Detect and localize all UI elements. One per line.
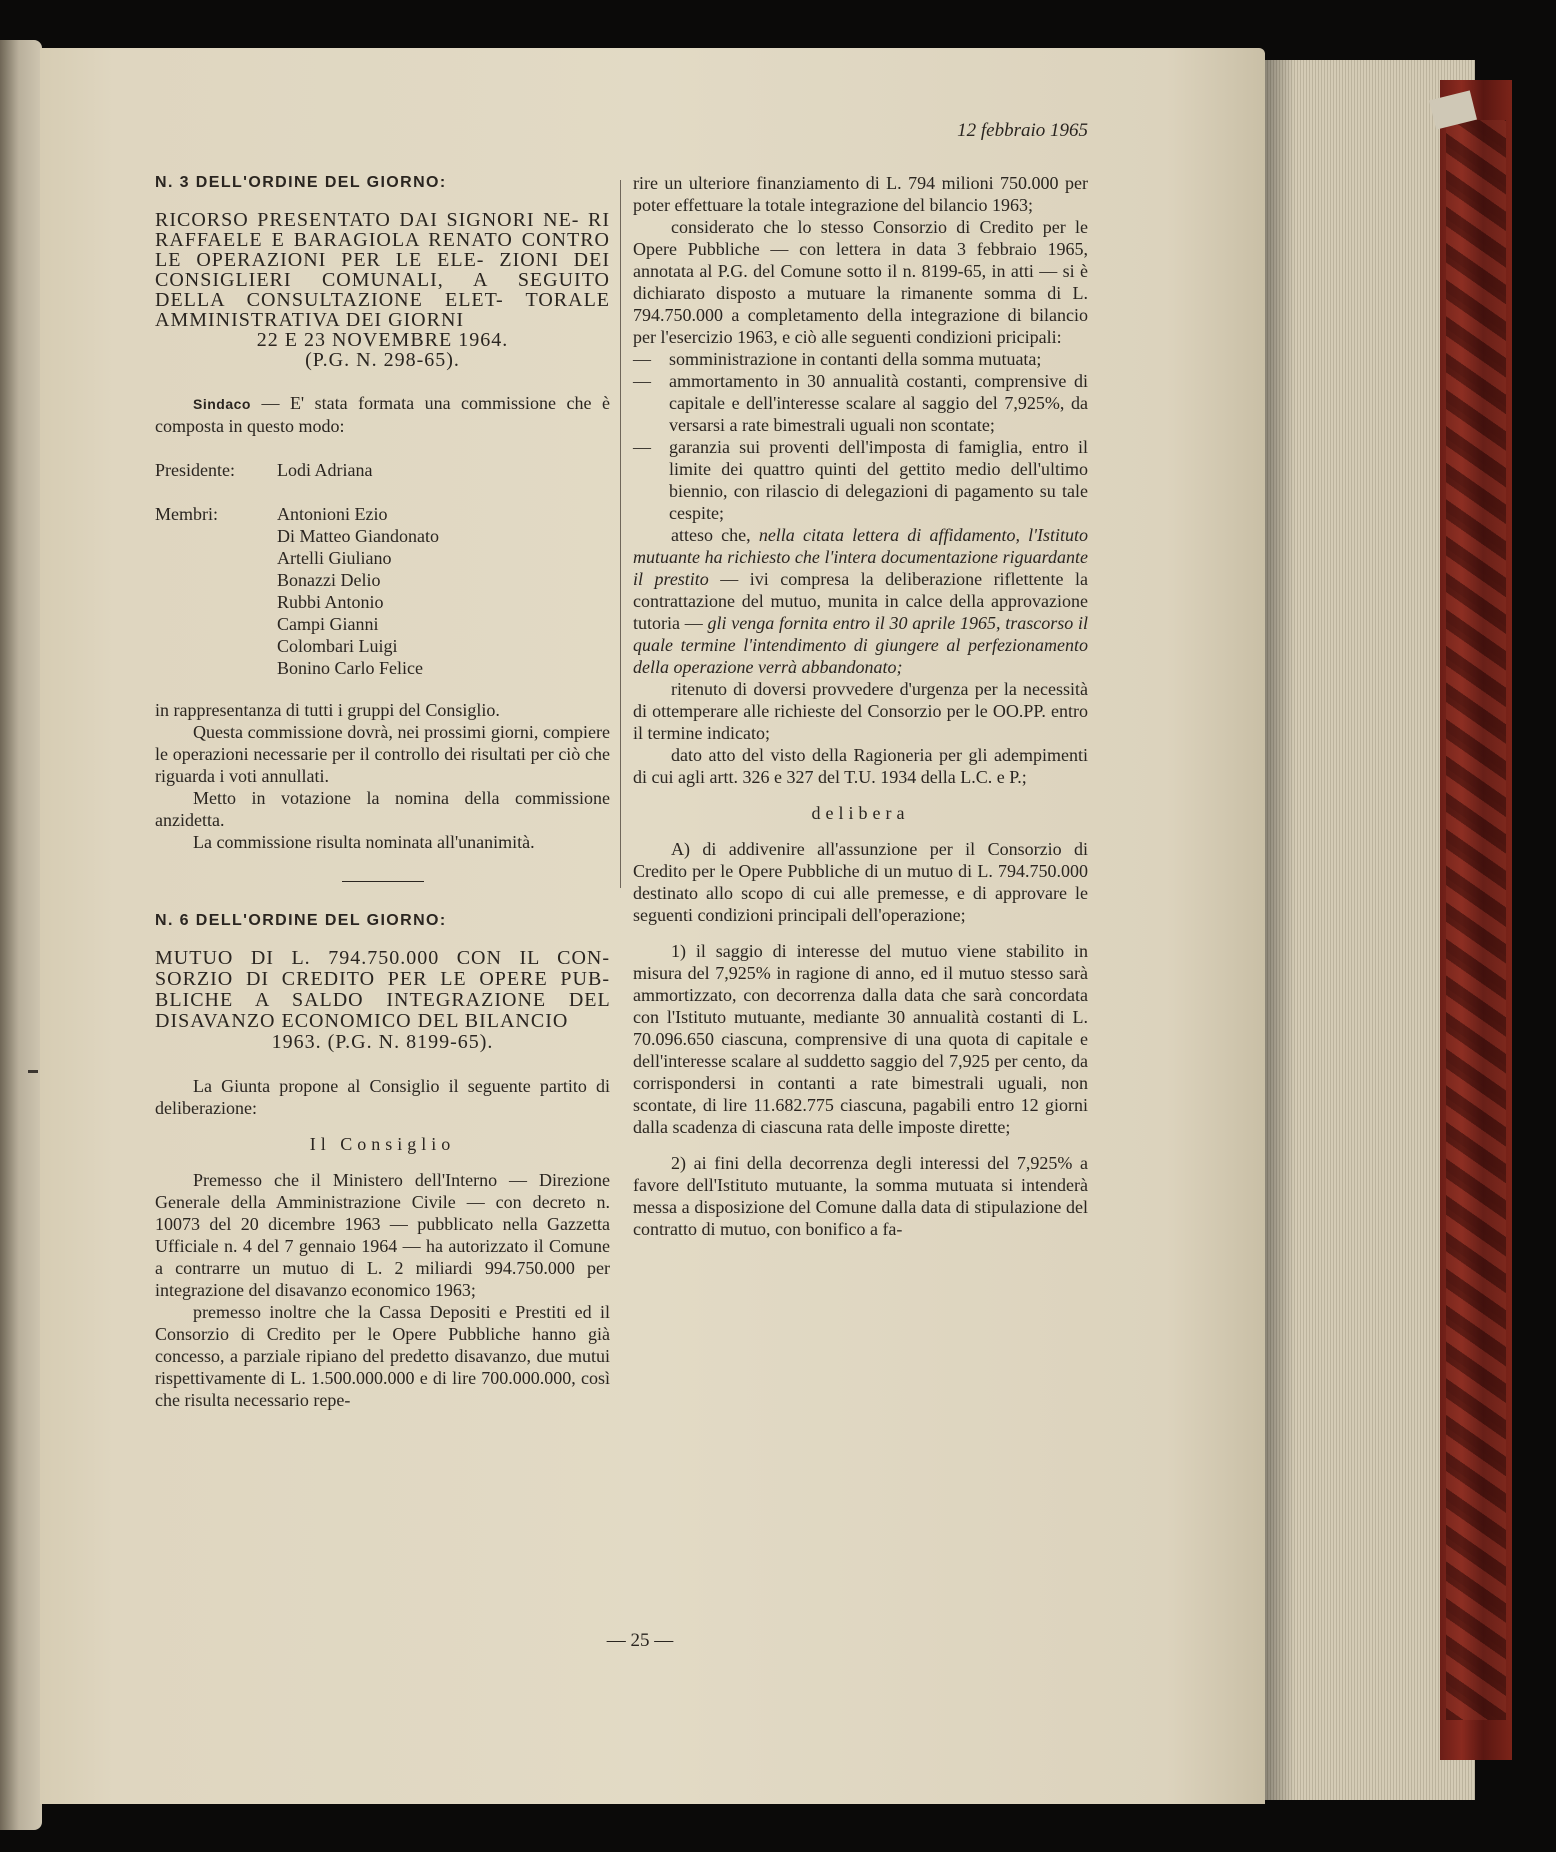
membri-row <box>155 503 610 679</box>
paragraph-rappresentanza: in rappresentanza di tutti i gruppi del Consiglio. <box>155 700 500 720</box>
member-name: Colombari Luigi <box>277 636 398 656</box>
title-line: TORALE AMMINISTRATIVA DEI GIORNI <box>155 289 610 331</box>
title-line: MUTUO DI L. 794.750.000 CON IL CON- <box>155 947 610 969</box>
condition-dash: — <box>633 349 651 369</box>
gutter-shadow <box>1265 60 1295 1800</box>
left-page-edge <box>0 40 42 1830</box>
member-name: Di Matteo Giandonato <box>277 526 439 546</box>
paragraph-premesso: Premesso che il Ministero dell'Interno — Direzione Generale della Amministrazione Civile — con decreto n. 10073 del 20 dicembre 1963 — pubblicato nella Gazzetta Ufficiale n. 4 del 7 gennaio 1964 — ha autorizzato il Comune a contrarre un mutuo di L. 2 miliardi 994.750.000 per integrazione del disavanzo economico 1963; <box>155 1170 610 1300</box>
speaker-text: — E' stata formata una commissione che è composta in questo modo: <box>155 393 610 436</box>
condition-item <box>633 370 1088 436</box>
condition-text: garanzia sui proventi dell'imposta di famiglia, entro il limite dei quattro quinti del gettito medio dell'ultimo biennio, con rilascio di delegazioni di pagamento su tale cespite; <box>669 437 1088 523</box>
margin-mark <box>28 1070 38 1073</box>
title-line: SEGUITO DELLA CONSULTAZIONE ELET- <box>155 269 610 311</box>
speaker-name: Sindaco <box>193 396 251 412</box>
condition-text: ammortamento in 30 annualità costanti, comprensive di capitale e dell'interesse scalare al saggio del 7,925%, da versarsi a rate bimestrali uguali non scontate; <box>669 371 1088 435</box>
membri-label: Membri: <box>155 504 218 524</box>
paragraph-votazione: Metto in votazione la nomina della commissione anzidetta. <box>155 788 610 830</box>
page-number: — 25 — <box>606 1630 674 1651</box>
right-column <box>633 172 1088 1240</box>
paragraph-1: 1) il saggio di interesse del mutuo viene stabilito in misura del 7,925% in ragione di anno, ed il mutuo stesso sarà ammortizzato, con decorrenza dalla data che sarà concordata con l'Istituto mutuante, mediante 30 annualità costanti di L. 70.096.650 ciascuna, comprensive di una quota di capitale e dell'interesse scalare al suddetto saggio del 7,925 per cento, da corrispondersi in contanti a rate bimestrali uguali, non scontate, di lire 11.682.775 ciascuna, pagabili entro 12 giorni dalla scadenza di ciascuna rata delle imposte dirette; <box>633 941 1088 1137</box>
condition-dash: — <box>633 371 651 391</box>
atteso-italic-2: gli venga fornita entro il 30 aprile 1965, trascorso il quale termine l'intendimento di giungere al perfezionamento della operazione verrà abbandonato; <box>633 613 1088 677</box>
member-name: Antonioni Ezio <box>277 504 388 524</box>
paragraph-commissione: Questa commissione dovrà, nei prossimi giorni, compiere le operazioni necessarie per il controllo dei risultati per ciò che riguarda i voti annullati. <box>155 722 610 786</box>
section-separator <box>342 881 424 882</box>
paragraph-considerato: considerato che lo stesso Consorzio di Credito per le Opere Pubbliche — con lettera in data 3 febbraio 1965, annotata al P.G. del Comune sotto il n. 8199-65, in atti — si è dichiarato disposto a mutuare la rimanente somma di L. 794.750.000 a completamento della integrazione di bilancio per l'esercizio 1963, e ciò alle seguenti condizioni pricipali: <box>633 217 1088 347</box>
paragraph-nominata: La commissione risulta nominata all'unanimità. <box>193 832 535 852</box>
title-line: (P.G. N. 298-65). <box>305 349 460 371</box>
paragraph-continuation: rire un ulteriore finanziamento di L. 794 milioni 750.000 per poter effettuare la totale integrazione del bilancio 1963; <box>633 173 1088 215</box>
paragraph-atteso <box>633 524 1088 678</box>
title-line: DISAVANZO ECONOMICO DEL BILANCIO <box>155 1010 569 1032</box>
title-line: 1963. (P.G. N. 8199-65). <box>271 1031 494 1053</box>
member-name: Campi Gianni <box>277 614 379 634</box>
il-consiglio-heading: Il Consiglio <box>309 1134 456 1154</box>
agenda-item-6-title <box>155 948 610 1053</box>
header-date: 12 febbraio 1965 <box>957 120 1088 141</box>
paragraph-ritenuto: ritenuto di doversi provvedere d'urgenza per la necessità di ottemperare alle richieste del Consorzio per le OO.PP. entro il termine indicato; <box>633 679 1088 743</box>
atteso-text-2: — ivi compresa la deliberazione riflettente la contrattazione del mutuo, munita in calce della approvazione tutoria — <box>633 569 1088 633</box>
paragraph-dato-atto: dato atto del visto della Ragioneria per gli adempimenti di cui agli artt. 326 e 327 del T.U. 1934 della L.C. e P.; <box>633 745 1088 787</box>
speaker-paragraph <box>155 392 610 437</box>
title-line: SORZIO DI CREDITO PER LE OPERE PUB- <box>155 968 610 990</box>
agenda-item-6-heading: N. 6 DELL'ORDINE DEL GIORNO: <box>155 912 447 929</box>
atteso-text-1: atteso che, <box>671 525 759 545</box>
paragraph-2: 2) ai fini della decorrenza degli interessi del 7,925% a favore dell'Istituto mutuante, la somma mutuata si intenderà messa a disposizione del Comune dalla data di stipulazione del contratto di mutuo, con bonifico a fa- <box>633 1153 1088 1239</box>
column-divider <box>620 180 621 888</box>
paragraph-premesso-inoltre: premesso inoltre che la Cassa Depositi e Prestiti ed il Consorzio di Credito per le Opere Pubbliche hanno già concesso, a parziale ripiano del predetto disavanzo, due mutui rispettivamente di L. 1.500.000.000 e di lire 700.000.000, così che risulta necessario repe- <box>155 1302 610 1410</box>
left-column <box>155 172 610 1411</box>
presidente-label: Presidente: <box>155 460 235 480</box>
member-name: Bonino Carlo Felice <box>277 658 423 678</box>
title-line: BLICHE A SALDO INTEGRAZIONE DEL <box>155 989 610 1011</box>
agenda-item-3-title <box>155 210 610 370</box>
presidente-name: Lodi Adriana <box>277 460 373 480</box>
condition-item <box>633 348 1088 370</box>
condition-item <box>633 436 1088 524</box>
title-line: 22 E 23 NOVEMBRE 1964. <box>256 329 509 351</box>
paragraph-giunta: La Giunta propone al Consiglio il seguente partito di deliberazione: <box>155 1076 610 1118</box>
condition-dash: — <box>633 437 651 457</box>
member-name: Artelli Giuliano <box>277 548 392 568</box>
title-line: RI RAFFAELE E BARAGIOLA RENATO <box>155 209 610 251</box>
marbled-cover-pattern <box>1446 120 1506 1720</box>
title-line: ZIONI DEI CONSIGLIERI COMUNALI, A <box>155 249 611 291</box>
title-line: CONTRO LE OPERAZIONI PER LE ELE- <box>155 229 610 271</box>
atteso-italic-1: nella citata lettera di affidamento, l'Istituto mutuante ha richiesto che l'intera documentazione riguardante il prestito <box>633 525 1088 589</box>
member-name: Bonazzi Delio <box>277 570 381 590</box>
member-name: Rubbi Antonio <box>277 592 384 612</box>
condition-text: somministrazione in contanti della somma mutuata; <box>669 349 1042 369</box>
agenda-item-3-heading: N. 3 DELL'ORDINE DEL GIORNO: <box>155 174 447 191</box>
paragraph-a: A) di addivenire all'assunzione per il Consorzio di Credito per le Opere Pubbliche di un mutuo di L. 794.750.000 destinato allo scopo di cui alle premesse, e di approvare le seguenti condizioni principali dell'operazione; <box>633 839 1088 925</box>
delibera-heading: delibera <box>811 803 910 823</box>
title-line: RICORSO PRESENTATO DAI SIGNORI NE- <box>155 209 580 231</box>
membri-list <box>277 503 439 679</box>
presidente-row <box>155 459 610 481</box>
